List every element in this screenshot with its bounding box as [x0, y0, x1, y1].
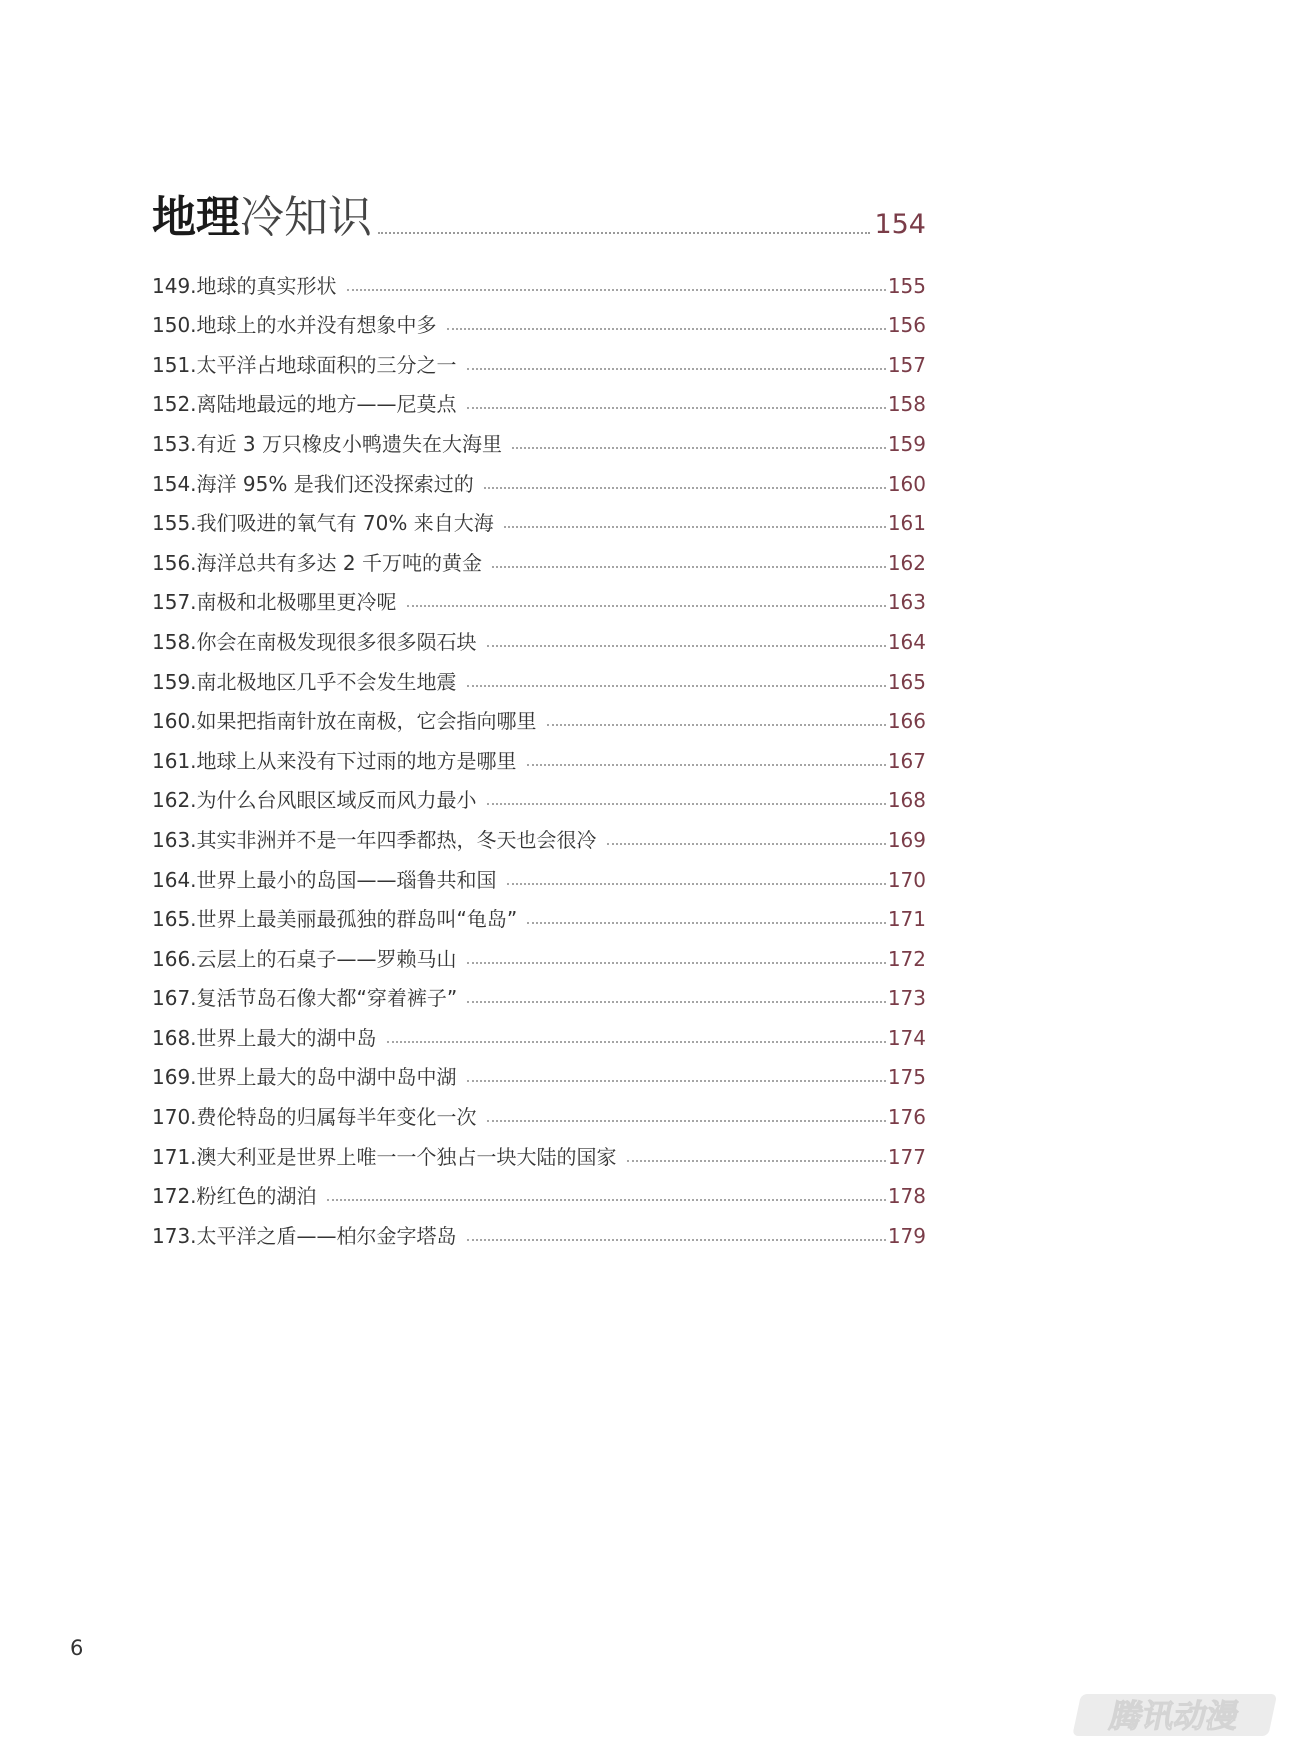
- toc-entry-page: 173: [887, 986, 926, 1011]
- toc-entry-page: 178: [887, 1184, 926, 1209]
- watermark-text: 腾讯动漫: [1106, 1697, 1243, 1735]
- toc-dot-leader: [487, 645, 886, 647]
- toc-entry[interactable]: [152, 694, 926, 734]
- toc-dot-leader: [467, 407, 886, 409]
- toc-entry-title: 世界上最大的湖中岛: [196, 1025, 377, 1050]
- toc-entry-number: 172.: [152, 1184, 197, 1209]
- toc-entry[interactable]: [152, 1169, 926, 1209]
- toc-entry-title: 有近 3 万只橡皮小鸭遗失在大海里: [196, 431, 502, 456]
- toc-dot-leader: [504, 526, 886, 528]
- toc-entry-number: 173.: [152, 1223, 197, 1248]
- toc-entry[interactable]: [152, 1208, 926, 1248]
- toc-entry[interactable]: [152, 298, 926, 338]
- toc-entry-title: 如果把指南针放在南极，它会指向哪里: [196, 709, 537, 734]
- toc-entry-title: 海洋 95% 是我们还没探索过的: [196, 471, 474, 496]
- toc-entry[interactable]: [152, 575, 926, 615]
- toc-entry-number: 169.: [152, 1065, 197, 1090]
- toc-entry-page: 164: [887, 629, 926, 654]
- toc-entry-page: 160: [887, 471, 926, 496]
- toc-entry-number: 167.: [152, 986, 197, 1011]
- toc-entry[interactable]: [152, 258, 926, 298]
- toc-entry-page: 156: [887, 313, 926, 338]
- toc-entry-page: 159: [887, 431, 926, 456]
- toc-dot-leader: [527, 764, 886, 766]
- toc-dot-leader: [487, 803, 886, 805]
- toc-entry-title: 海洋总共有多达 2 千万吨的黄金: [196, 550, 482, 575]
- toc-entry-number: 150.: [152, 313, 197, 338]
- toc-dot-leader: [484, 487, 886, 489]
- toc-entry-page: 177: [887, 1144, 926, 1169]
- chapter-heading: [152, 180, 926, 243]
- toc-entry-number: 160.: [152, 709, 197, 734]
- toc-entry-page: 161: [887, 511, 926, 536]
- toc-entry[interactable]: [152, 1010, 926, 1050]
- toc-entry-number: 157.: [152, 590, 197, 615]
- toc-dot-leader: [527, 922, 886, 924]
- toc-dot-leader: [467, 962, 886, 964]
- toc-entry-number: 156.: [152, 550, 197, 575]
- toc-entry-page: 166: [887, 709, 926, 734]
- toc-entry-page: 171: [887, 907, 926, 932]
- toc-entry[interactable]: [152, 337, 926, 377]
- toc-entry-title: 世界上最美丽最孤独的群岛叫“龟岛”: [196, 907, 518, 932]
- toc-dot-leader: [627, 1160, 886, 1162]
- toc-entry-page: 157: [887, 352, 926, 377]
- toc-entry[interactable]: [152, 852, 926, 892]
- toc-entry[interactable]: [152, 535, 926, 575]
- toc-entry-title: 太平洋占地球面积的三分之一: [196, 352, 457, 377]
- toc-entry-number: 165.: [152, 907, 197, 932]
- toc-entry-title: 为什么台风眼区域反而风力最小: [196, 788, 477, 813]
- toc-entry-title: 其实非洲并不是一年四季都热，冬天也会很冷: [196, 827, 597, 852]
- toc-entry-page: 167: [887, 748, 926, 773]
- toc-entry[interactable]: [152, 1050, 926, 1090]
- toc-entry-title: 世界上最大的岛中湖中岛中湖: [196, 1065, 457, 1090]
- toc-entry-number: 151.: [152, 352, 197, 377]
- toc-entry-page: 165: [887, 669, 926, 694]
- toc-entry-page: 174: [887, 1025, 926, 1050]
- toc-entry-title: 你会在南极发现很多很多陨石块: [196, 629, 477, 654]
- toc-entry[interactable]: [152, 456, 926, 496]
- toc-entry-title: 澳大利亚是世界上唯一一个独占一块大陆的国家: [196, 1144, 617, 1169]
- toc-entry-number: 168.: [152, 1025, 197, 1050]
- toc-entry-number: 170.: [152, 1105, 197, 1130]
- toc-entry[interactable]: [152, 733, 926, 773]
- toc-entry[interactable]: [152, 1089, 926, 1129]
- toc-dot-leader: [507, 883, 886, 885]
- toc-dot-leader: [467, 368, 886, 370]
- toc-entry-number: 171.: [152, 1144, 197, 1169]
- toc-entry[interactable]: [152, 892, 926, 932]
- toc-entry-number: 158.: [152, 629, 197, 654]
- toc-entry-page: 168: [887, 788, 926, 813]
- toc-dot-leader: [607, 843, 886, 845]
- watermark-logo: [1068, 1690, 1280, 1740]
- toc-dot-leader: [487, 1120, 886, 1122]
- toc-entry-number: 162.: [152, 788, 197, 813]
- toc-entry-number: 153.: [152, 431, 197, 456]
- toc-dot-leader: [467, 685, 886, 687]
- toc-entry-number: 149.: [152, 273, 197, 298]
- toc-entry-title: 南极和北极哪里更冷呢: [196, 590, 397, 615]
- toc-entry-title: 粉红色的湖泊: [196, 1184, 317, 1209]
- toc-entry-page: 179: [887, 1223, 926, 1248]
- toc-dot-leader: [327, 1199, 886, 1201]
- toc-entry[interactable]: [152, 1129, 926, 1169]
- chapter-title-light: 冷知识: [240, 192, 372, 243]
- toc-entry-number: 166.: [152, 946, 197, 971]
- page-number: 6: [70, 1636, 84, 1660]
- toc-entry-page: 172: [887, 946, 926, 971]
- toc-dot-leader: [407, 605, 886, 607]
- toc-entry-title: 地球的真实形状: [196, 273, 337, 298]
- toc-entry[interactable]: [152, 377, 926, 417]
- toc-entry-title: 费伦特岛的归属每半年变化一次: [196, 1105, 477, 1130]
- toc-entry[interactable]: [152, 773, 926, 813]
- toc-entry-title: 地球上的水并没有想象中多: [196, 313, 437, 338]
- toc-entry-title: 复活节岛石像大都“穿着裤子”: [196, 986, 458, 1011]
- toc-entry-page: 158: [887, 392, 926, 417]
- toc-dot-leader: [512, 447, 886, 449]
- toc-entry-page: 155: [887, 273, 926, 298]
- toc-entry-title: 南北极地区几乎不会发生地震: [196, 669, 457, 694]
- toc-dot-leader: [467, 1080, 886, 1082]
- chapter-dot-leader: [378, 231, 870, 234]
- toc-dot-leader: [387, 1041, 886, 1043]
- toc-entry[interactable]: [152, 812, 926, 852]
- toc-entry[interactable]: [152, 654, 926, 694]
- toc-entry-title: 云层上的石桌子——罗赖马山: [196, 946, 457, 971]
- toc-dot-leader: [467, 1001, 886, 1003]
- toc-entry-title: 我们吸进的氧气有 70% 来自大海: [196, 511, 494, 536]
- toc-entry-title: 世界上最小的岛国——瑙鲁共和国: [196, 867, 497, 892]
- toc-entry[interactable]: [152, 496, 926, 536]
- toc-entry[interactable]: [152, 931, 926, 971]
- toc-entry[interactable]: [152, 971, 926, 1011]
- toc-entry-title: 地球上从来没有下过雨的地方是哪里: [196, 748, 517, 773]
- table-of-contents: [152, 258, 926, 1248]
- toc-entry-title: 离陆地最远的地方——尼莫点: [196, 392, 457, 417]
- toc-entry-number: 163.: [152, 827, 197, 852]
- toc-entry-page: 176: [887, 1105, 926, 1130]
- toc-entry-number: 155.: [152, 511, 197, 536]
- toc-entry-title: 太平洋之盾——柏尔金字塔岛: [196, 1223, 457, 1248]
- toc-entry-page: 170: [887, 867, 926, 892]
- chapter-title-bold: 地理: [152, 192, 240, 243]
- toc-entry-number: 164.: [152, 867, 197, 892]
- toc-entry-number: 152.: [152, 392, 197, 417]
- toc-entry-page: 169: [887, 827, 926, 852]
- toc-entry[interactable]: [152, 614, 926, 654]
- toc-entry-page: 162: [887, 550, 926, 575]
- toc-dot-leader: [347, 289, 886, 291]
- toc-entry-page: 163: [887, 590, 926, 615]
- toc-dot-leader: [492, 566, 886, 568]
- toc-dot-leader: [467, 1239, 886, 1241]
- toc-entry-number: 161.: [152, 748, 197, 773]
- toc-entry[interactable]: [152, 416, 926, 456]
- toc-entry-number: 159.: [152, 669, 197, 694]
- toc-dot-leader: [447, 328, 886, 330]
- chapter-page-number: 154: [874, 209, 926, 240]
- toc-entry-page: 175: [887, 1065, 926, 1090]
- toc-dot-leader: [547, 724, 886, 726]
- toc-entry-number: 154.: [152, 471, 197, 496]
